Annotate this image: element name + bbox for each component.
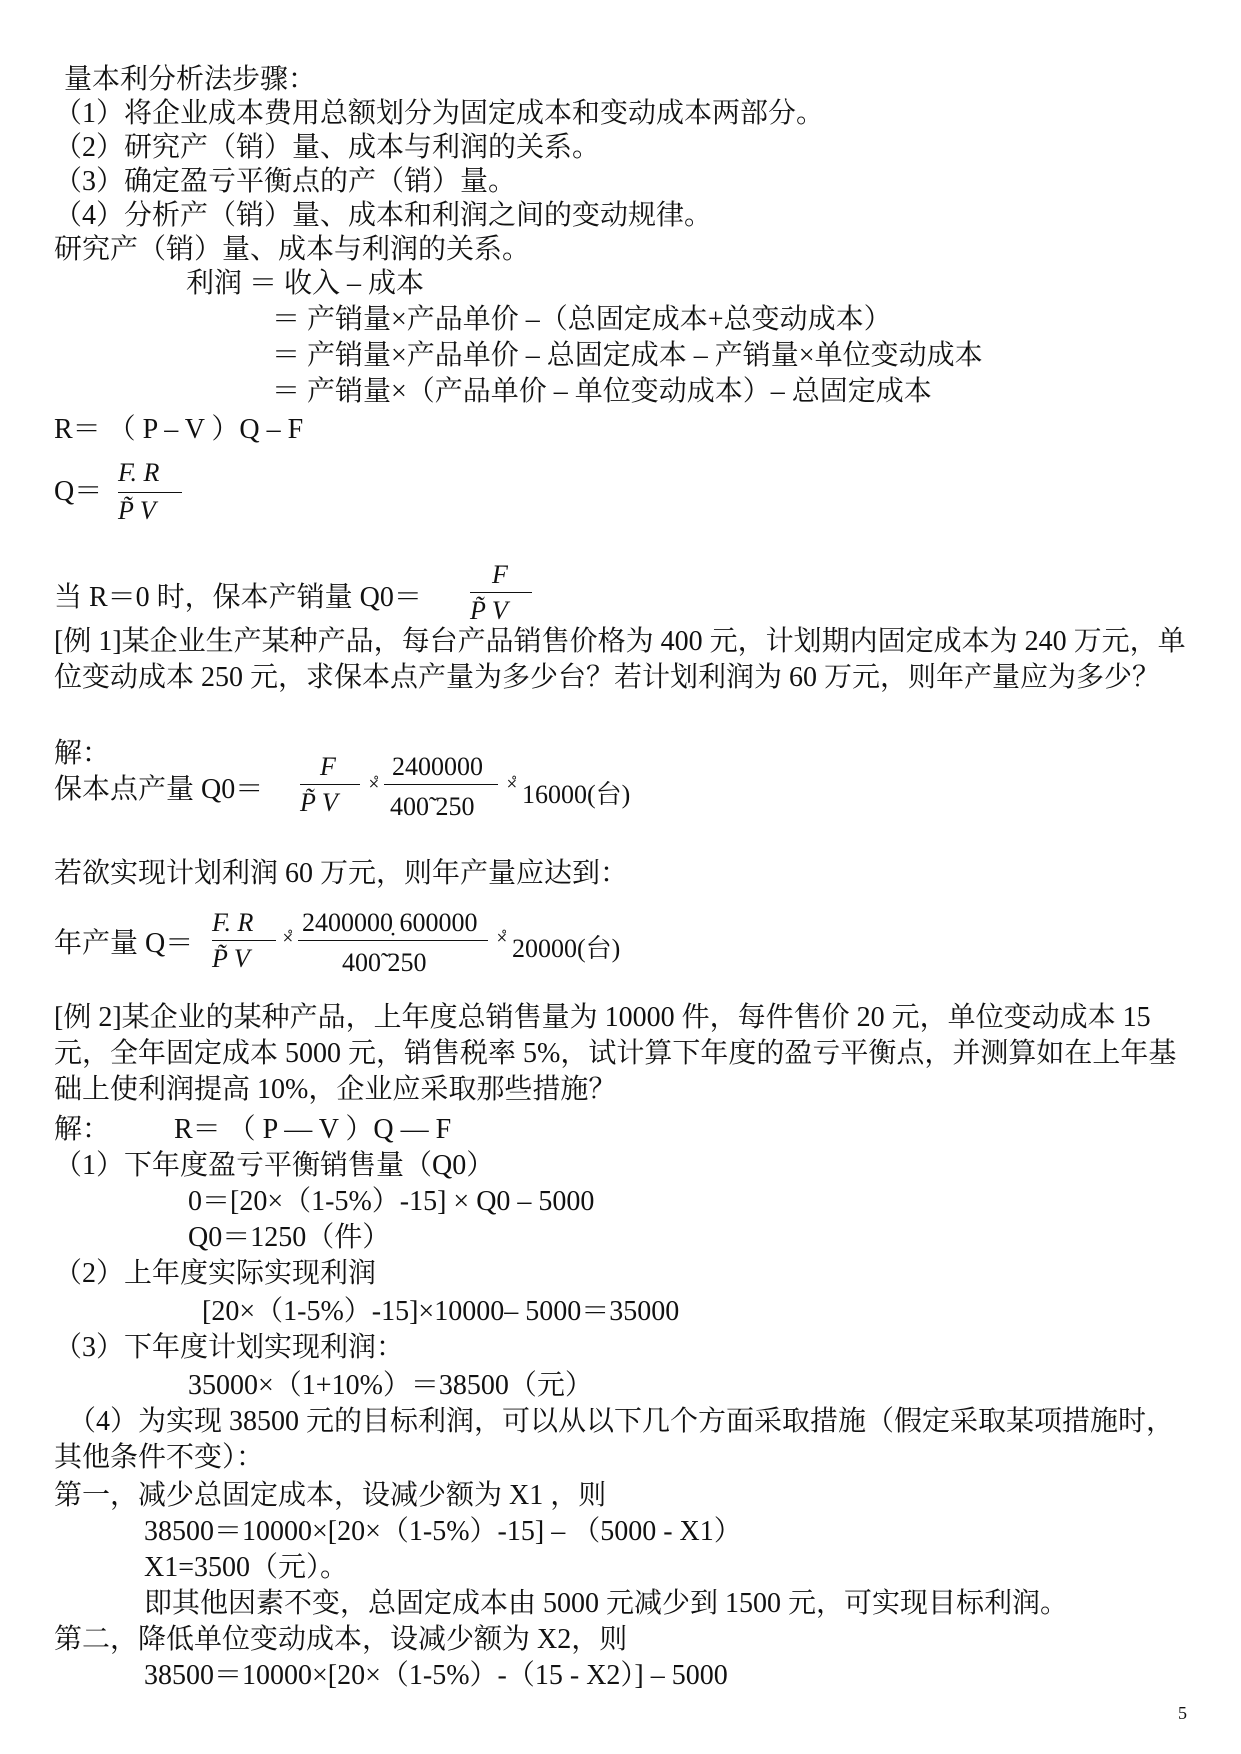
example-2-profit-formula: R＝ （ P — V ）Q — F (174, 1114, 452, 1145)
relation-eq-3: ＝ 产销量×产品单价 – 总固定成本 – 产销量×单位变动成本 (272, 340, 983, 371)
part-4-text: （4）为实现 38500 元的目标利润，可以从以下几个方面采取措施（假定采取某项措施时，其他条件不变）： (54, 1406, 1175, 1473)
fraction-numerator: 2400000̣ 600000 (302, 908, 478, 937)
fraction-denominator: P̃ V (212, 944, 250, 973)
example-1-solution-label: 解： (54, 738, 111, 769)
fraction-numerator: F. R (212, 908, 254, 937)
fraction-bar (118, 492, 182, 493)
step-4: （4）分析产（销）量、成本和利润之间的变动规律。 (54, 200, 713, 231)
fraction-denominator: P̃ V (300, 788, 338, 817)
step-3: （3）确定盈亏平衡点的产（销）量。 (54, 166, 517, 197)
fraction-bar (212, 940, 276, 941)
page-number: 5 (1178, 1703, 1187, 1723)
fraction-bar (300, 784, 360, 785)
fraction-bar (470, 592, 532, 593)
fraction-denominator: P̃ V (470, 596, 508, 625)
annual-numeric-fraction (298, 908, 490, 984)
breakeven-result: 16000(台) (522, 780, 631, 809)
operator-symbol: ×̊ (506, 776, 518, 792)
q-formula-lhs: Q＝ (54, 476, 103, 507)
part-1-result: Q0＝1250（件） (188, 1222, 391, 1253)
example-1-text: [例 1]某企业生产某种产品，每台产品销售价格为 400 元，计划期内固定成本为 240 万元，单位变动成本 250 元，求保本点产量为多少台？若计划利润为 60 万元，则年产量应为多少？ (54, 626, 1186, 693)
operator-symbol: ×̊ (368, 776, 380, 792)
measure-1-heading: 第一，减少总固定成本，设减少额为 X1 ，则 (54, 1480, 607, 1511)
annual-symbolic-fraction (212, 908, 278, 984)
steps-title: 量本利分析法步骤： (64, 64, 317, 95)
example-2-solution-label: 解： (54, 1114, 111, 1145)
fraction-numerator: 2400000 (392, 752, 483, 781)
relation-eq-2: ＝ 产销量×产品单价 –（总固定成本+总变动成本） (272, 304, 892, 335)
measure-2-equation: 38500＝10000×[20×（1-5%）-（15 - X2）] – 5000 (144, 1660, 728, 1691)
measure-1-note: 即其他因素不变，总固定成本由 5000 元减少到 1500 元，可实现目标利润。 (144, 1588, 1069, 1619)
breakeven-numeric-fraction (384, 752, 500, 828)
profit-formula: R＝ （ P – V ）Q – F (54, 414, 304, 445)
target-profit-text: 若欲实现计划利润 60 万元，则年产量应达到： (54, 858, 629, 889)
example-2-text: [例 2]某企业的某种产品，上年度总销售量为 10000 件，每件售价 20 元，单位变动成本 15 元，全年固定成本 5000 元，销售税率 5%，试计算下年度的盈亏平衡点，并测算如在上年基础上使利润提高 10%，企业应采取那些措施？ (54, 1002, 1177, 1105)
breakeven-lead: 当 R＝0 时，保本产销量 Q0＝ (54, 582, 422, 613)
part-2-equation: [20×（1-5%）-15]×10000– 5000＝35000 (202, 1296, 680, 1327)
part-3-heading: （3）下年度计划实现利润： (54, 1332, 405, 1363)
operator-symbol: ×̊ (282, 930, 294, 946)
fraction-denominator: 400̃ 250 (390, 792, 475, 821)
fraction-denominator: 400̃ 250 (342, 948, 427, 977)
part-3-equation: 35000×（1+10%）＝38500（元） (188, 1370, 593, 1401)
step-2: （2）研究产（销）量、成本与利润的关系。 (54, 132, 601, 163)
annual-result: 20000(台) (512, 934, 621, 963)
part-1-equation: 0＝[20×（1-5%）-15] × Q0 – 5000 (188, 1186, 595, 1217)
step-1: （1）将企业成本费用总额划分为固定成本和变动成本两部分。 (54, 98, 825, 129)
fraction-numerator: F (320, 752, 336, 781)
annual-output-label: 年产量 Q＝ (54, 928, 194, 959)
measure-1-result: X1=3500（元）。 (144, 1552, 349, 1583)
relation-heading: 研究产（销）量、成本与利润的关系。 (54, 234, 531, 265)
measure-2-heading: 第二，降低单位变动成本，设减少额为 X2，则 (54, 1624, 628, 1655)
fraction-numerator: F. R (118, 458, 160, 487)
relation-eq-4: ＝ 产销量×（产品单价 – 单位变动成本）– 总固定成本 (272, 376, 932, 407)
fraction-bar (384, 784, 498, 785)
breakeven-output-label: 保本点产量 Q0＝ (54, 774, 264, 805)
part-1-heading: （1）下年度盈亏平衡销售量（Q0） (54, 1150, 495, 1181)
operator-symbol: ×̊ (496, 930, 508, 946)
part-2-heading: （2）上年度实际实现利润 (54, 1258, 377, 1289)
q-formula-fraction (118, 458, 186, 540)
measure-1-equation: 38500＝10000×[20×（1-5%）-15] – （5000 - X1） (144, 1516, 742, 1547)
breakeven-symbolic-fraction (300, 752, 362, 828)
fraction-bar (298, 940, 488, 941)
fraction-denominator: P̃ V (118, 496, 156, 525)
relation-eq-1: 利润 ＝ 收入 – 成本 (186, 268, 425, 299)
fraction-numerator: F (492, 560, 508, 589)
